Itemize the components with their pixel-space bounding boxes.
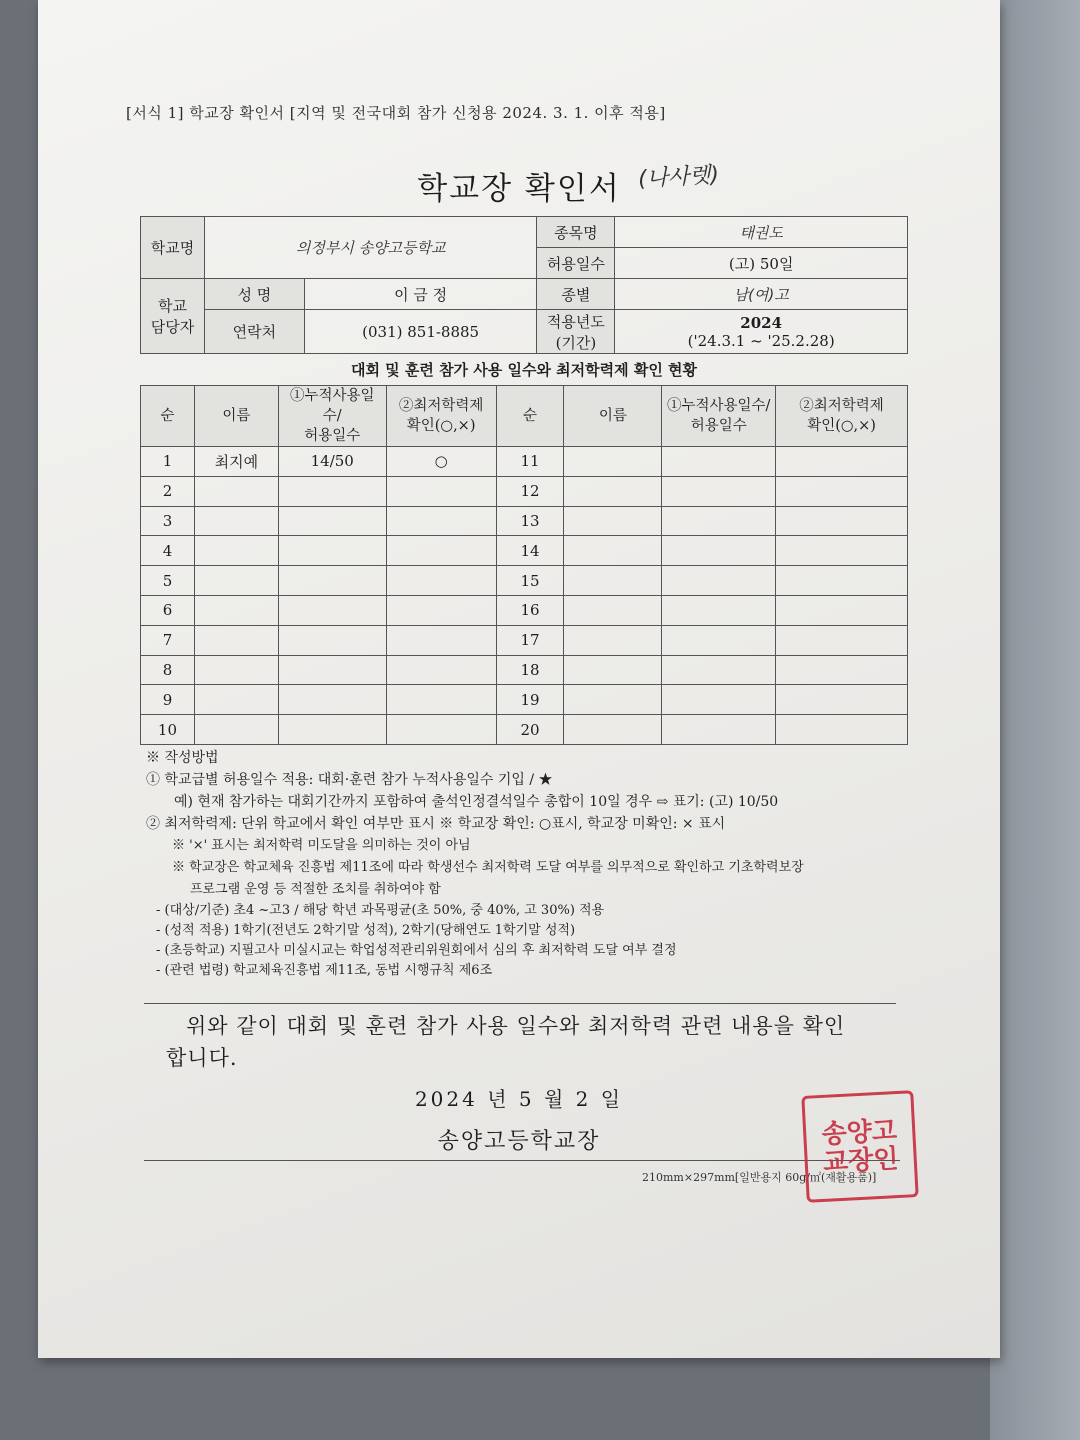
contact-value: (031) 851-8885 <box>304 310 537 354</box>
row-name-right <box>564 476 662 506</box>
event-label: 종목명 <box>537 217 615 248</box>
issue-date: 2024 년 5 월 2 일 <box>414 1087 624 1111</box>
row-name-right <box>564 595 662 625</box>
header-check-l2: 확인(○,×) <box>406 418 476 434</box>
row-check-right <box>776 685 908 715</box>
form-header: [서식 1] 학교장 확인서 [지역 및 전국대회 참가 신청용 2024. 3. 1. 이후 적용] <box>126 104 666 122</box>
row-days-right <box>662 566 776 596</box>
note-1: ① 학교급별 허용일수 적용: 대회·훈련 참가 누적사용일수 기입 / ★ <box>146 772 553 788</box>
notes-heading: ※ 작성방법 <box>146 750 219 766</box>
row-name-left <box>194 476 278 506</box>
row-no-right: 17 <box>496 625 564 655</box>
row-check-left <box>386 715 496 745</box>
row-days-left <box>278 685 386 715</box>
row-no-left: 5 <box>141 566 195 596</box>
row-no-right: 12 <box>496 476 564 506</box>
row-check-left <box>386 625 496 655</box>
table-row <box>141 536 908 566</box>
row-name-left <box>194 506 278 536</box>
table-row <box>141 506 908 536</box>
header-days-right <box>662 386 776 447</box>
row-no-left: 3 <box>141 506 195 536</box>
table-header-row <box>141 386 908 447</box>
gender-value: 남(여)고 <box>615 279 908 310</box>
info-table <box>140 216 908 354</box>
row-check-right <box>776 476 908 506</box>
row-no-left: 1 <box>141 447 195 477</box>
row-days-right <box>662 715 776 745</box>
row-days-left <box>278 595 386 625</box>
year-cell <box>615 310 908 354</box>
row-name-right <box>564 506 662 536</box>
header-no-left: 순 <box>141 386 195 447</box>
row-name-left <box>194 655 278 685</box>
note-dash-1: - (대상/기준) 초4 ~고3 / 해당 학년 과목평균(초 50%, 중 40%, 고 30%) 적용 <box>156 903 605 918</box>
row-no-right: 19 <box>496 685 564 715</box>
row-no-right: 18 <box>496 655 564 685</box>
principal-name: 송양고등학교장 <box>437 1129 601 1154</box>
year-label-line1: 적용년도 <box>546 312 605 331</box>
row-no-right: 16 <box>496 595 564 625</box>
handwritten-note: (나사렛) <box>637 162 720 193</box>
row-days-left <box>278 476 386 506</box>
row-days-right <box>662 625 776 655</box>
row-no-right: 14 <box>496 536 564 566</box>
row-name-left <box>194 625 278 655</box>
row-no-left: 10 <box>141 715 195 745</box>
table-row <box>141 715 908 745</box>
table-row <box>141 625 908 655</box>
confirmation-text <box>166 1010 896 1074</box>
row-check-right <box>776 595 908 625</box>
table-row <box>141 595 908 625</box>
row-days-right <box>662 506 776 536</box>
note-2: ② 최저학력제: 단위 학교에서 확인 여부만 표시 ※ 학교장 확인: ○표시, 학교장 미확인: × 표시 <box>146 816 726 832</box>
usage-table <box>140 385 908 745</box>
official-seal <box>801 1090 918 1203</box>
document-paper <box>38 0 1000 1358</box>
row-name-left <box>194 685 278 715</box>
row-name-left <box>194 595 278 625</box>
row-name-left <box>194 536 278 566</box>
row-no-right: 11 <box>496 447 564 477</box>
row-days-right <box>662 536 776 566</box>
row-name-right <box>564 715 662 745</box>
row-no-left: 2 <box>141 476 195 506</box>
row-days-right <box>662 595 776 625</box>
row-no-left: 6 <box>141 595 195 625</box>
confirmation-line1: 위와 같이 대회 및 훈련 참가 사용 일수와 최저학력 관련 내용을 확인 <box>186 1014 846 1038</box>
table-row <box>141 447 908 477</box>
event-value: 태권도 <box>615 217 908 248</box>
staff-label <box>141 279 205 354</box>
staff-label-line1: 학교 <box>157 297 187 315</box>
row-days-right <box>662 447 776 477</box>
note-2-b2: 프로그램 운영 등 적절한 조치를 취하여야 함 <box>190 882 441 897</box>
confirmation-line2: 합니다. <box>166 1046 238 1070</box>
year-value: 2024 <box>740 313 783 332</box>
header-days-left <box>278 386 386 447</box>
contact-label: 연락처 <box>204 310 304 354</box>
row-days-left <box>278 625 386 655</box>
name-label: 성 명 <box>204 279 304 310</box>
row-name-right <box>564 566 662 596</box>
row-check-right <box>776 447 908 477</box>
row-name-right <box>564 536 662 566</box>
note-2-b: ※ 학교장은 학교체육 진흥법 제11조에 따라 학생선수 최저학력 도달 여부를 의무적으로 확인하고 기초학력보장 <box>172 860 804 875</box>
row-days-right <box>662 685 776 715</box>
row-check-left <box>386 566 496 596</box>
header-check-left <box>386 386 496 447</box>
row-check-right <box>776 566 908 596</box>
row-check-left <box>386 536 496 566</box>
row-no-right: 20 <box>496 715 564 745</box>
header-days-l2: 허용일수 <box>304 428 361 444</box>
allowed-days-label: 허용일수 <box>537 248 615 279</box>
header-no-right: 순 <box>496 386 564 447</box>
school-label: 학교명 <box>141 217 205 279</box>
header-days-r1: ①누적사용일수/ <box>667 398 771 414</box>
row-days-left <box>278 506 386 536</box>
note-2-a: ※ '×' 표시는 최저학력 미도달을 의미하는 것이 아님 <box>172 838 471 853</box>
gender-label: 종별 <box>537 279 615 310</box>
row-days-left <box>278 536 386 566</box>
row-name-right <box>564 625 662 655</box>
row-no-left: 9 <box>141 685 195 715</box>
row-check-left <box>386 685 496 715</box>
paper-spec: 210mm×297mm[일반용지 60g/㎡(재활용품)] <box>642 1171 877 1184</box>
row-check-left <box>386 506 496 536</box>
table-row <box>141 685 908 715</box>
header-check-r1: ②최저학력제 <box>799 398 884 414</box>
row-days-left <box>278 715 386 745</box>
header-name-right: 이름 <box>564 386 662 447</box>
staff-label-line2: 담당자 <box>150 318 195 336</box>
table-row <box>141 476 908 506</box>
school-value: 의정부시 송양고등학교 <box>204 217 537 279</box>
row-no-left: 7 <box>141 625 195 655</box>
row-check-right <box>776 506 908 536</box>
header-days-r2: 허용일수 <box>690 418 747 434</box>
allowed-days-value: (고) 50일 <box>615 248 908 279</box>
background-wall <box>990 0 1080 1440</box>
row-name-left <box>194 566 278 596</box>
row-no-right: 15 <box>496 566 564 596</box>
header-name-left: 이름 <box>194 386 278 447</box>
note-dash-4: - (관련 법령) 학교체육진흥법 제11조, 동법 시행규칙 제6조 <box>156 963 493 978</box>
row-days-right <box>662 655 776 685</box>
row-check-left: ○ <box>386 447 496 477</box>
year-label-line2: (기간) <box>555 333 597 352</box>
header-check-r2: 확인(○,×) <box>807 418 876 434</box>
row-name-right <box>564 447 662 477</box>
divider-top <box>144 1003 896 1004</box>
row-check-left <box>386 655 496 685</box>
note-dash-2: - (성적 적용) 1학기(전년도 2학기말 성적), 2학기(당해연도 1학기말 성적) <box>156 923 576 938</box>
row-check-right <box>776 715 908 745</box>
row-days-left <box>278 655 386 685</box>
row-days-right <box>662 476 776 506</box>
row-name-left <box>194 715 278 745</box>
row-name-right <box>564 655 662 685</box>
note-dash-3: - (초등학교) 지필고사 미실시교는 학업성적관리위원회에서 심의 후 최저학력 도달 여부 결정 <box>156 943 677 958</box>
table-row <box>141 655 908 685</box>
row-days-left <box>278 566 386 596</box>
period-value: ('24.3.1 ~ '25.2.28) <box>687 331 835 350</box>
header-check-right <box>776 386 908 447</box>
row-name-right <box>564 685 662 715</box>
table-body <box>141 447 908 745</box>
row-check-right <box>776 625 908 655</box>
row-check-right <box>776 655 908 685</box>
header-days-l1: ①누적사용일수/ <box>289 388 375 424</box>
header-check-l1: ②최저학력제 <box>398 398 484 414</box>
row-name-left: 최지예 <box>194 447 278 477</box>
row-no-left: 8 <box>141 655 195 685</box>
name-value: 이 금 정 <box>304 279 537 310</box>
section-title: 대회 및 훈련 참가 사용 일수와 최저학력제 확인 현황 <box>350 361 698 379</box>
notes-section <box>146 747 926 981</box>
note-1-example: 예) 현재 참가하는 대회기간까지 포함하여 출석인정결석일수 총합이 10일 경우 ⇨ 표기: (고) 10/50 <box>174 794 779 810</box>
row-check-left <box>386 476 496 506</box>
divider-bottom <box>144 1160 900 1161</box>
seal-text: 송양고교장인 <box>820 1115 900 1178</box>
year-label <box>537 310 615 354</box>
row-no-right: 13 <box>496 506 564 536</box>
row-check-left <box>386 595 496 625</box>
row-no-left: 4 <box>141 536 195 566</box>
row-check-right <box>776 536 908 566</box>
document-title: 학교장 확인서 <box>417 171 621 207</box>
row-days-left: 14/50 <box>278 447 386 477</box>
table-row <box>141 566 908 596</box>
